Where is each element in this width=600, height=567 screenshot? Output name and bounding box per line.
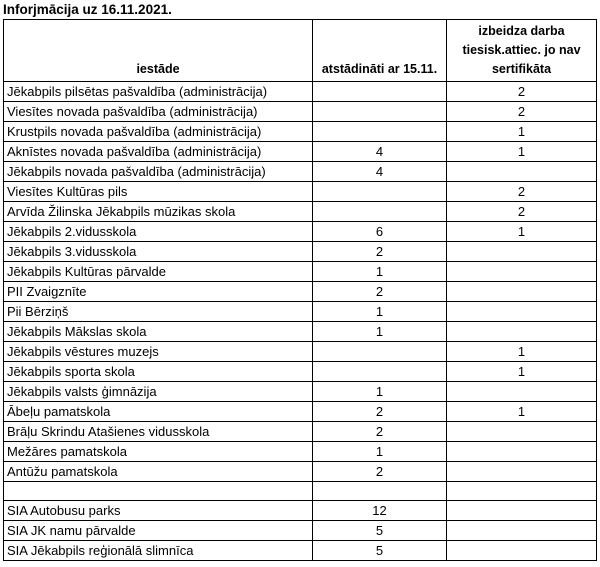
institution-cell: Jēkabpils novada pašvaldība (administrācija) [4, 162, 313, 182]
terminated-cell [447, 521, 597, 541]
terminated-cell: 2 [447, 102, 597, 122]
institution-cell: Jēkabpils pilsētas pašvaldība (administrācija) [4, 82, 313, 102]
suspended-cell: 2 [313, 282, 447, 302]
institution-cell: Jēkabpils Kultūras pārvalde [4, 262, 313, 282]
header-terminated: izbeidza darba tiesisk.attiec. jo nav sertifikāta [447, 20, 597, 82]
suspended-cell: 4 [313, 162, 447, 182]
table-row [4, 122, 597, 142]
table-row [4, 541, 597, 561]
suspended-cell: 1 [313, 322, 447, 342]
table-row [4, 222, 597, 242]
institution-cell: Ābeļu pamatskola [4, 402, 313, 422]
suspended-cell: 1 [313, 442, 447, 462]
suspended-cell [313, 342, 447, 362]
suspended-cell: 1 [313, 262, 447, 282]
suspended-cell: 5 [313, 541, 447, 561]
institution-cell: Arvīda Žilinska Jēkabpils mūzikas skola [4, 202, 313, 222]
institution-cell: Jēkabpils vēstures muzejs [4, 342, 313, 362]
suspended-cell: 2 [313, 422, 447, 442]
table-row [4, 182, 597, 202]
table-row [4, 102, 597, 122]
suspended-cell [313, 482, 447, 501]
terminated-cell [447, 442, 597, 462]
terminated-cell [447, 382, 597, 402]
table-row [4, 242, 597, 262]
terminated-cell: 1 [447, 402, 597, 422]
report-table [3, 19, 597, 561]
terminated-cell [447, 262, 597, 282]
table-row [4, 142, 597, 162]
table-row [4, 521, 597, 541]
suspended-cell: 1 [313, 302, 447, 322]
terminated-cell [447, 302, 597, 322]
suspended-cell [313, 182, 447, 202]
institution-cell [4, 482, 313, 501]
institution-cell: Brāļu Skrindu Atašienes vidusskola [4, 422, 313, 442]
suspended-cell [313, 362, 447, 382]
institution-cell: Aknīstes novada pašvaldība (administrācija) [4, 142, 313, 162]
institution-cell: Jēkabpils 3.vidusskola [4, 242, 313, 262]
table-row [4, 282, 597, 302]
institution-cell: SIA JK namu pārvalde [4, 521, 313, 541]
terminated-cell [447, 501, 597, 521]
suspended-cell [313, 122, 447, 142]
institution-cell: Jēkabpils Mākslas skola [4, 322, 313, 342]
suspended-cell: 1 [313, 382, 447, 402]
suspended-cell: 5 [313, 521, 447, 541]
terminated-cell: 2 [447, 182, 597, 202]
institution-cell: Antūžu pamatskola [4, 462, 313, 482]
suspended-cell: 2 [313, 462, 447, 482]
report-title: Inforjmācija uz 16.11.2021. [3, 2, 172, 17]
table-row [4, 82, 597, 102]
table-body [4, 82, 597, 561]
terminated-cell: 1 [447, 142, 597, 162]
terminated-cell: 1 [447, 362, 597, 382]
table-row [4, 262, 597, 282]
terminated-cell: 2 [447, 202, 597, 222]
table-row [4, 362, 597, 382]
table-row [4, 442, 597, 462]
terminated-cell: 1 [447, 122, 597, 142]
suspended-cell: 6 [313, 222, 447, 242]
institution-cell: PII Zvaigznīte [4, 282, 313, 302]
institution-cell: Mežāres pamatskola [4, 442, 313, 462]
table-row [4, 462, 597, 482]
terminated-cell [447, 322, 597, 342]
institution-cell: SIA Autobusu parks [4, 501, 313, 521]
institution-cell: Jēkabpils valsts ģimnāzija [4, 382, 313, 402]
terminated-cell [447, 541, 597, 561]
suspended-cell [313, 102, 447, 122]
table-row [4, 162, 597, 182]
table-row [4, 302, 597, 322]
institution-cell: Viesītes novada pašvaldība (administrācija) [4, 102, 313, 122]
institution-cell: Viesītes Kultūras pils [4, 182, 313, 202]
suspended-cell: 12 [313, 501, 447, 521]
suspended-cell [313, 82, 447, 102]
suspended-cell: 2 [313, 242, 447, 262]
institution-cell: Krustpils novada pašvaldība (administrācija) [4, 122, 313, 142]
table-row [4, 501, 597, 521]
terminated-cell: 1 [447, 342, 597, 362]
table-row [4, 342, 597, 362]
suspended-cell [313, 202, 447, 222]
header-row [4, 20, 597, 82]
terminated-cell [447, 482, 597, 501]
terminated-cell: 2 [447, 82, 597, 102]
table-row [4, 422, 597, 442]
terminated-cell [447, 242, 597, 262]
institution-cell: SIA Jēkabpils reģionālā slimnīca [4, 541, 313, 561]
institution-cell: Pii Bērziņš [4, 302, 313, 322]
table-row [4, 482, 597, 501]
table-row [4, 382, 597, 402]
header-suspended: atstādināti ar 15.11. [313, 20, 447, 82]
suspended-cell: 2 [313, 402, 447, 422]
terminated-cell [447, 462, 597, 482]
suspended-cell: 4 [313, 142, 447, 162]
terminated-cell [447, 422, 597, 442]
table-row [4, 322, 597, 342]
header-institution: iestāde [4, 20, 313, 82]
terminated-cell [447, 282, 597, 302]
terminated-cell [447, 162, 597, 182]
table-row [4, 202, 597, 222]
institution-cell: Jēkabpils 2.vidusskola [4, 222, 313, 242]
terminated-cell: 1 [447, 222, 597, 242]
institution-cell: Jēkabpils sporta skola [4, 362, 313, 382]
table-row [4, 402, 597, 422]
